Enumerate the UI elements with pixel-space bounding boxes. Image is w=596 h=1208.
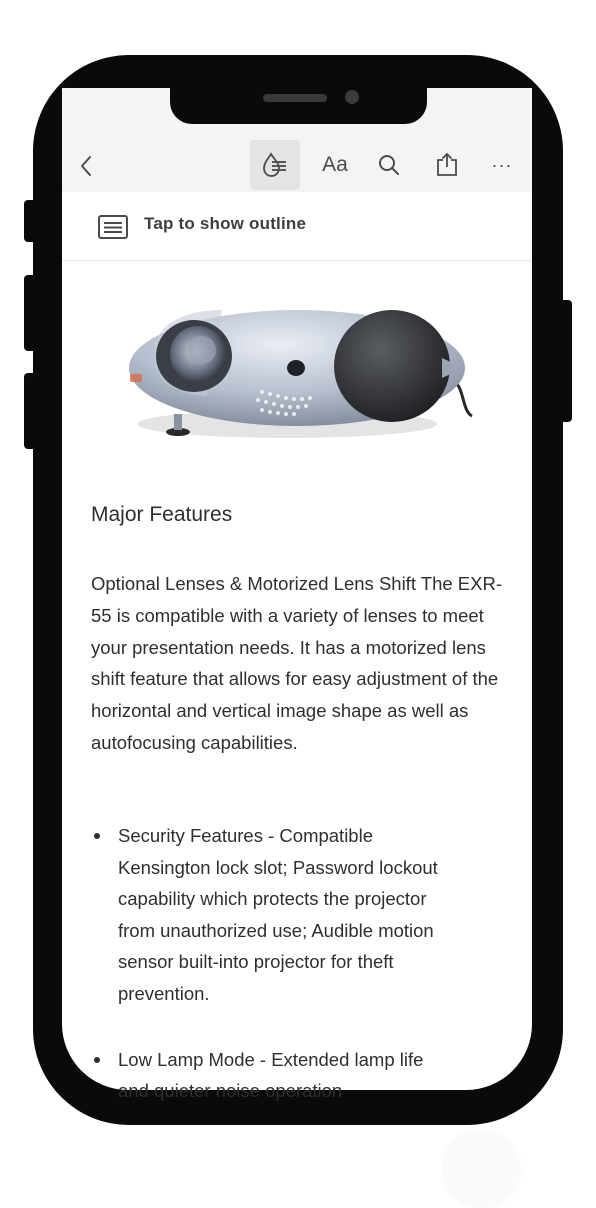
power-button — [558, 300, 572, 422]
share-icon[interactable] — [432, 148, 462, 180]
list-item: Security Features - Compatible Kensington lock slot; Password lockout capability which protects the projector from unauthorized use; Audible motion sensor built-into projector for theft prevention. — [91, 820, 438, 1010]
speaker — [263, 94, 327, 102]
volume-up-button — [24, 275, 38, 351]
text-size-label: Aa — [322, 153, 348, 176]
floating-button[interactable] — [442, 1130, 520, 1208]
projector-image — [112, 286, 492, 466]
notch — [170, 88, 427, 124]
screen — [62, 88, 532, 1102]
outline-list-icon[interactable] — [98, 215, 128, 244]
section-heading: Major Features — [91, 503, 233, 526]
outline-label[interactable]: Tap to show outline — [144, 214, 307, 233]
search-icon[interactable] — [374, 150, 404, 180]
more-icon[interactable] — [486, 150, 518, 180]
chevron-left-icon[interactable] — [74, 152, 98, 180]
text-size-icon[interactable] — [314, 148, 356, 182]
body-paragraph: Optional Lenses & Motorized Lens Shift The EXR-55 is compatible with a variety of lenses to meet your presentation needs. It has a motorized lens shift feature that allows for easy adjustment of the horizontal and vertical image shape as well as autofocusing capabilities. — [91, 573, 502, 753]
more-label: ··· — [491, 154, 513, 175]
volume-down-button — [24, 373, 38, 449]
mute-switch — [24, 200, 38, 242]
front-camera — [345, 90, 359, 104]
list-item: Low Lamp Mode - Extended lamp life and quieter noise operation — [91, 1044, 438, 1107]
feature-list — [91, 820, 511, 1141]
liquid-mode-icon[interactable] — [250, 140, 300, 190]
